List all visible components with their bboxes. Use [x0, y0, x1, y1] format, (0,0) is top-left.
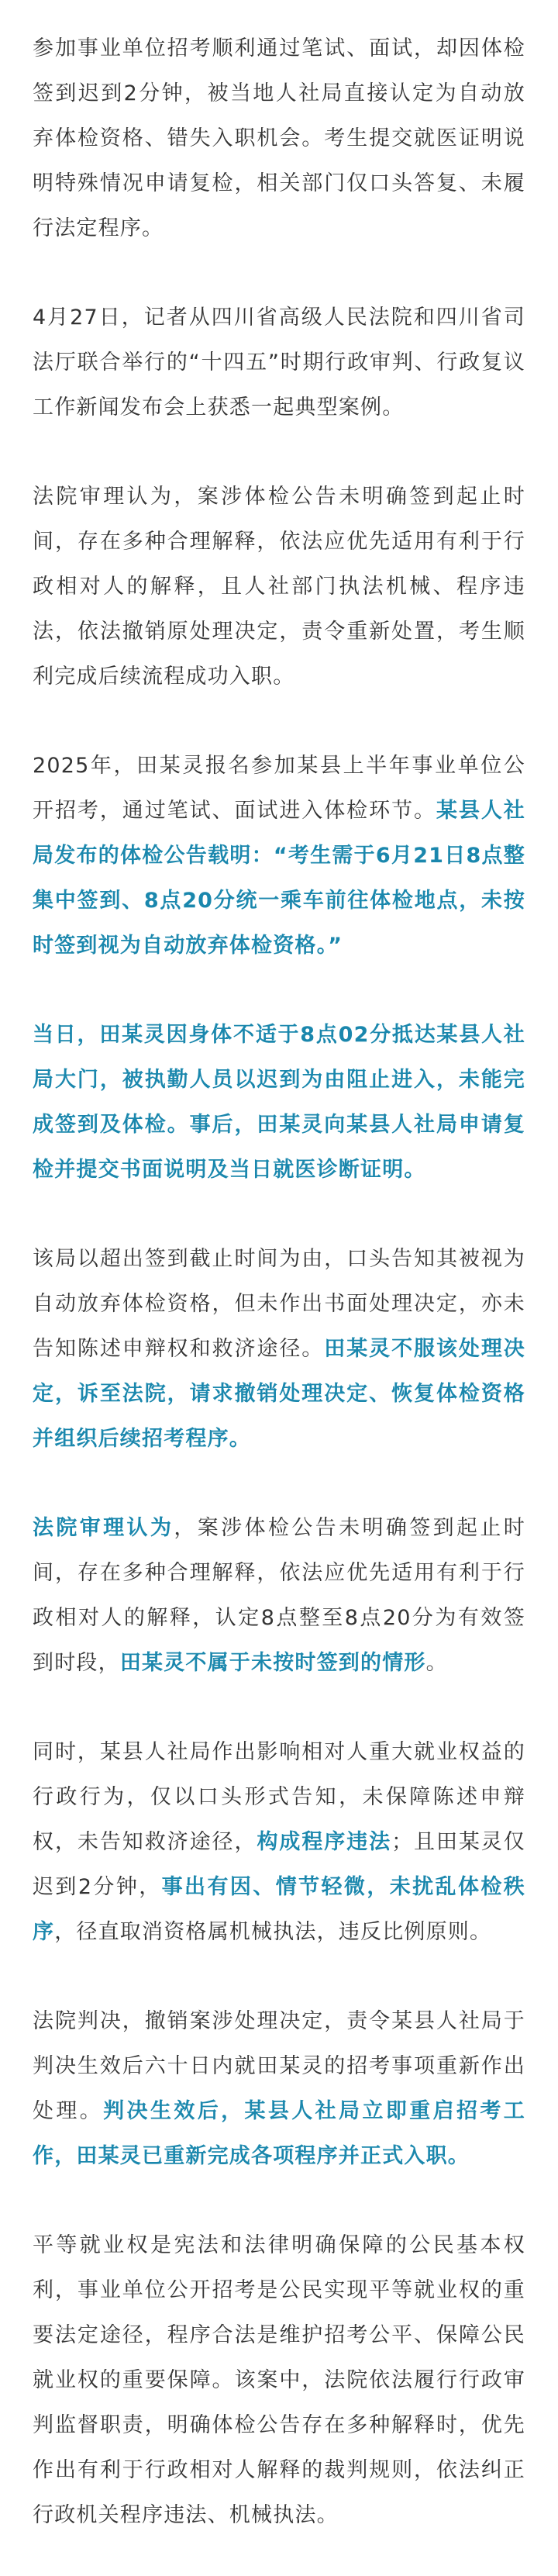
- highlight-segment: 判决生效后，某县人社局立即重启招考工作，田某灵已重新完成各项程序并正式入职。: [33, 2099, 525, 2168]
- paragraph-4: [33, 744, 525, 969]
- text-segment: 法院判决，撤销案涉处理决定，责令某县人社局于判决生效后六十日内就田某灵的招考事项重新作出处理。: [33, 2009, 525, 2123]
- text-segment: 2025年，田某灵报名参加某县上半年事业单位公开招考，通过笔试、面试进入体检环节。: [33, 754, 525, 823]
- highlight-segment: 田某灵不服该处理决定，诉至法院，请求撤销处理决定、恢复体检资格并组织后续招考程序。: [33, 1337, 525, 1451]
- paragraph-7: [33, 1506, 525, 1686]
- highlight-segment: 田某灵不属于未按时签到的情形: [119, 1651, 426, 1675]
- highlight-segment: 构成程序违法: [257, 1830, 392, 1854]
- text-segment: 4月27日，记者从四川省高级人民法院和四川省司法厅联合举行的“十四五”时期行政审判、行政复议工作新闻发布会上获悉一起典型案例。: [33, 306, 525, 420]
- text-segment: 同时，某县人社局作出影响相对人重大就业权益的行政行为，仅以口头形式告知，未保障陈述申辩权，未告知救济途径，: [33, 1740, 525, 1854]
- text-segment: ，径直取消资格属机械执法，违反比例原则。: [54, 1920, 492, 1944]
- highlight-segment: 法院审理认为: [33, 1516, 174, 1540]
- paragraph-5: [33, 1013, 525, 1193]
- text-segment: 。: [425, 1651, 448, 1675]
- paragraph-10: [33, 2223, 525, 2538]
- highlight-segment: 某县人社局发布的体检公告载明：“考生需于6月21日8点整集中签到、8点20分统一乘车前往体检地点，未按时签到视为自动放弃体检资格。”: [33, 799, 525, 958]
- text-segment: ，案涉体检公告未明确签到起止时间，存在多种合理解释，依法应优先适用有利于行政相对人的解释，认定8点整至8点20分为有效签到时段，: [33, 1516, 526, 1675]
- text-segment: 参加事业单位招考顺利通过笔试、面试，却因体检签到迟到2分钟，被当地人社局直接认定为自动放弃体检资格、错失入职机会。考生提交就医证明说明特殊情况申请复检，相关部门仅口头答复、未履行法定程序。: [33, 36, 525, 240]
- text-segment: ；且田某灵仅迟到2分钟，: [33, 1830, 526, 1899]
- paragraph-2: [33, 295, 525, 430]
- highlight-segment: 当日，田某灵因身体不适于8点02分抵达某县人社局大门，被执勤人员以迟到为由阻止进入，未能完成签到及体检。事后，田某灵向某县人社局申请复检并提交书面说明及当日就医诊断证明。: [33, 1023, 525, 1182]
- highlight-segment: 事出有因、情节轻微，未扰乱体检秩序: [33, 1875, 525, 1944]
- text-segment: 法院审理认为，案涉体检公告未明确签到起止时间，存在多种合理解释，依法应优先适用有利于行政相对人的解释，且人社部门执法机械、程序违法，依法撤销原处理决定，责令重新处置，考生顺利完成后续流程成功入职。: [33, 485, 525, 689]
- paragraph-1: [33, 26, 525, 251]
- text-segment: 该局以超出签到截止时间为由，口头告知其被视为自动放弃体检资格，但未作出书面处理决定，亦未告知陈述申辩权和救济途径。: [33, 1247, 525, 1361]
- paragraph-9: [33, 1999, 525, 2179]
- paragraph-6: [33, 1237, 525, 1462]
- paragraph-3: [33, 475, 525, 699]
- paragraph-8: [33, 1730, 525, 1955]
- text-segment: 平等就业权是宪法和法律明确保障的公民基本权利，事业单位公开招考是公民实现平等就业权的重要法定途径，程序合法是维护招考公平、保障公民就业权的重要保障。该案中，法院依法履行行政审判监督职责，明确体检公告存在多种解释时，优先作出有利于行政相对人解释的裁判规则，依法纠正行政机关程序违法、机械执法。: [33, 2233, 525, 2527]
